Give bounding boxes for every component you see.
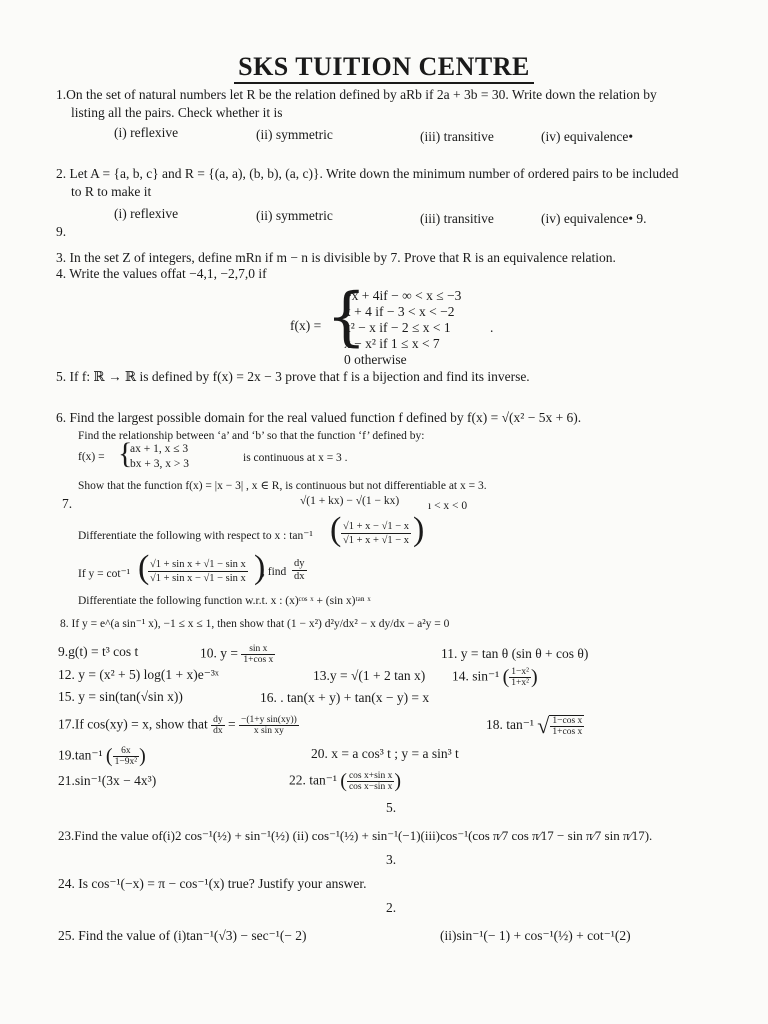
q4-dot: . bbox=[490, 320, 494, 335]
q5-text: 5. If f: ℝ → ℝ is defined by f(x) = 2x − 3 prove that f is a bijection and find its inverse. bbox=[56, 369, 530, 384]
q7-expression: √(1 + kx) − √(1 − kx) bbox=[300, 495, 400, 507]
q9-text: 9.g(t) = t³ cos t bbox=[58, 644, 139, 659]
q4-case-4: x − x² if 1 ≤ x < 7 bbox=[344, 336, 440, 351]
marks-3: 3. bbox=[386, 852, 397, 867]
q2-option-reflexive: (i) reflexive bbox=[114, 206, 179, 221]
q6b-line2: Show that the function f(x) = |x − 3| , x ∈ R, is continuous but not differentiable at x = 3. bbox=[78, 480, 487, 492]
q11-text: 11. y = tan θ (sin θ + cos θ) bbox=[441, 646, 589, 661]
q4-case-3: x² − x if − 2 ≤ x < 1 bbox=[344, 320, 451, 335]
q20-text: 20. x = a cos³ t ; y = a sin³ t bbox=[311, 746, 459, 761]
page-title: SKS TUITION CENTRE bbox=[0, 52, 768, 82]
marks-2: 2. bbox=[386, 900, 397, 915]
q6b-line1: Find the relationship between ‘a’ and ‘b’ so that the function ‘f’ defined by: bbox=[78, 430, 425, 442]
q19-text: 19.tan⁻¹ ( $\frac{6x}{\text{1−9x²}}$ ) bbox=[58, 745, 146, 767]
q6b-fx-label: f(x) = bbox=[78, 451, 105, 463]
q13-text: 13.y = √(1 + 2 tan x) bbox=[313, 668, 426, 683]
q7-diff1-rparen: ) bbox=[413, 511, 425, 548]
q7-diff1-lparen: ( bbox=[330, 511, 342, 548]
q25-part-a: 25. Find the value of (i)tan⁻¹(√3) − sec⁻¹(− 2) bbox=[58, 928, 307, 943]
q7-diff2-text: Differentiate the following function w.r.t. x : (x)ᶜᵒˢ ˣ + (sin x)ᵗᵃⁿ ˣ bbox=[78, 595, 371, 607]
q4-brace: { bbox=[326, 280, 367, 354]
q1-line1: 1.On the set of natural numbers let R be the relation defined by aRb if 2a + 3b = 30. Write down the relation by bbox=[56, 87, 657, 102]
q2-option-transitive: (iii) transitive bbox=[420, 211, 494, 226]
q18-text: 18. tan⁻¹ √ $\frac{\text{1−cos x}}{\text{1+cos x}}$ bbox=[486, 713, 583, 738]
marks-5: 5. bbox=[386, 800, 397, 815]
q6b-case-2: bx + 3, x > 3 bbox=[130, 458, 189, 470]
q6b-tail: is continuous at x = 3 . bbox=[243, 452, 348, 464]
q4-fx-label: f(x) = bbox=[290, 318, 322, 333]
q6b-case-1: ax + 1, x ≤ 3 bbox=[130, 443, 189, 455]
q6b-brace: { bbox=[118, 437, 133, 470]
q7-fragment: ı < x < 0 bbox=[428, 500, 468, 512]
q17-text: 17.If cos(xy) = x, show that $\frac{dy}{dx}$ = $\frac{\text{−(1+y sin(xy))}}{\text{x sin xy}}$ bbox=[58, 715, 297, 736]
q4-case-2: x + 4 if − 3 < x < −2 bbox=[344, 304, 455, 319]
q6-text: 6. Find the largest possible domain for the real valued function f defined by f(x) = √(x² − 5x + 6). bbox=[56, 410, 582, 425]
q10-text: 10. y = $\frac{\text{sin x}}{\text{1+cos x}}$ bbox=[200, 644, 274, 665]
q1-option-reflexive: (i) reflexive bbox=[114, 125, 179, 140]
q7-diff1-text: Differentiate the following with respect to x : tan⁻¹ bbox=[78, 530, 313, 542]
q15-text: 15. y = sin(tan(√sin x)) bbox=[58, 689, 183, 704]
q7-if-y: If y = cot⁻¹ bbox=[78, 568, 131, 580]
q22-text: 22. tan⁻¹ ( $\frac{\text{cos x+sin x}}{\text{cos x−sin x}}$ ) bbox=[289, 770, 401, 792]
q7-cot-lparen: ( bbox=[138, 549, 150, 586]
q1-option-equivalence: (iv) equivalence• bbox=[541, 129, 634, 144]
q16-text: 16. . tan(x + y) + tan(x − y) = x bbox=[260, 690, 430, 705]
q1-line2: listing all the pairs. Check whether it is bbox=[71, 105, 283, 120]
q2-line1: 2. Let A = {a, b, c} and R = {(a, a), (b, b), (a, c)}. Write down the minimum number of ordered pairs to be included bbox=[56, 166, 679, 181]
q24-text: 24. Is cos⁻¹(−x) = π − cos⁻¹(x) true? Justify your answer. bbox=[58, 876, 367, 891]
q7-dydx: $\frac{dy}{dx}$ bbox=[294, 558, 305, 582]
q2-option-symmetric: (ii) symmetric bbox=[256, 208, 333, 223]
q23-text: 23.Find the value of(i)2 cos⁻¹(½) + sin⁻¹(½) (ii) cos⁻¹(½) + sin⁻¹(−1)(iii)cos⁻¹(cos π⁄7 cos π⁄17 − sin π⁄7 sin π⁄17). bbox=[58, 828, 653, 843]
q12-text: 12. y = (x² + 5) log(1 + x)e⁻³ˣ bbox=[58, 667, 219, 682]
q3-text: 3. In the set Z of integers, define mRn if m − n is divisible by 7. Prove that R is an equivalence relation. bbox=[56, 250, 616, 265]
q4-case-1: −x + 4if − ∞ < x ≤ −3 bbox=[344, 288, 462, 303]
q7-cot-rparen: ) bbox=[254, 549, 266, 586]
q7-find: , find bbox=[262, 566, 287, 578]
q2-option-equivalence: (iv) equivalence• 9. bbox=[541, 211, 647, 226]
q21-text: 21.sin⁻¹(3x − 4x³) bbox=[58, 773, 157, 788]
q4-case-5: 0 otherwise bbox=[344, 352, 407, 367]
q25-part-b: (ii)sin⁻¹(− 1) + cos⁻¹(½) + cot⁻¹(2) bbox=[440, 928, 631, 943]
q4-line1: 4. Write the values offat −4,1, −2,7,0 if bbox=[56, 266, 267, 281]
q2-line2: to R to make it bbox=[71, 184, 152, 199]
q8-text: 8. If y = e^(a sin⁻¹ x), −1 ≤ x ≤ 1, then show that (1 − x²) d²y/dx² − x dy/dx − a²y = 0 bbox=[60, 618, 450, 630]
q7-diff1-frac: $\frac{√1 + x - √1 - x}{√1 + x + √1 - x}$ bbox=[343, 521, 410, 546]
q1-option-symmetric: (ii) symmetric bbox=[256, 127, 333, 142]
q7-cot-frac: $\frac{\text{√1 + sin x + √1 − sin x}}{\text{√1 + sin x − √1 − sin x}}$ bbox=[150, 559, 246, 584]
q7-number: 7. bbox=[62, 496, 73, 511]
q14-text: 14. sin⁻¹ ( $\frac{\text{1−x²}}{\text{1+x²}}$ ) bbox=[452, 666, 538, 688]
q2-stray-number: 9. bbox=[56, 224, 67, 239]
q1-option-transitive: (iii) transitive bbox=[420, 129, 494, 144]
